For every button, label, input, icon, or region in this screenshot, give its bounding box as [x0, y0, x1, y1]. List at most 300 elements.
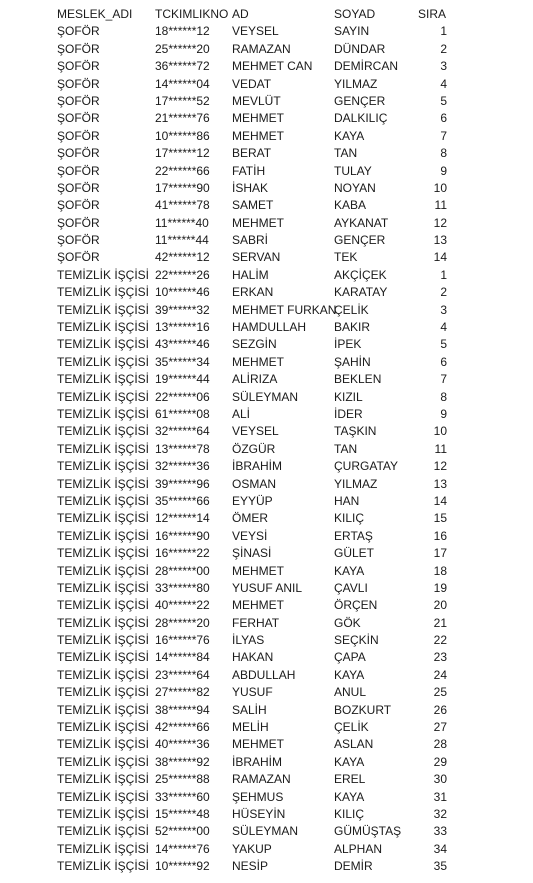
name-cell: İLYAS	[232, 633, 265, 648]
job-cell: ŞOFÖR	[57, 163, 100, 178]
order-cell: 12	[433, 459, 447, 474]
job-cell: TEMİZLİK İŞÇİSİ	[57, 476, 150, 491]
name-cell: RAMAZAN	[232, 772, 291, 787]
surname-cell: ÇURGATAY	[334, 459, 399, 474]
surname-cell: ÇELİK	[334, 302, 369, 317]
order-cell: 27	[433, 720, 447, 735]
table-row	[0, 858, 533, 875]
tc-cell: 10******86	[155, 128, 210, 143]
surname-cell: TULAY	[334, 163, 372, 178]
order-cell: 2	[440, 41, 447, 56]
order-cell: 23	[433, 650, 447, 665]
order-cell: 10	[433, 180, 447, 195]
table-row	[0, 423, 533, 440]
surname-cell: GENÇER	[334, 233, 386, 248]
table-row	[0, 197, 533, 214]
job-cell: TEMİZLİK İŞÇİSİ	[57, 737, 150, 752]
order-cell: 16	[433, 528, 447, 543]
name-cell: SAMET	[232, 198, 274, 213]
order-cell: 24	[433, 667, 447, 682]
name-cell: VEYSEL	[232, 24, 279, 39]
job-cell: TEMİZLİK İŞÇİSİ	[57, 650, 150, 665]
tc-cell: 14******84	[155, 650, 210, 665]
tc-cell: 52******00	[155, 824, 210, 839]
tc-cell: 42******66	[155, 720, 210, 735]
table-row	[0, 441, 533, 458]
table-row	[0, 806, 533, 823]
order-cell: 7	[440, 372, 447, 387]
name-cell: ŞEHMUS	[232, 789, 284, 804]
job-cell: ŞOFÖR	[57, 180, 100, 195]
order-cell: 14	[433, 493, 447, 508]
surname-cell: ASLAN	[334, 737, 374, 752]
tc-cell: 41******78	[155, 198, 210, 213]
table-row	[0, 319, 533, 336]
order-cell: 13	[433, 476, 447, 491]
table-row	[0, 493, 533, 510]
job-cell: ŞOFÖR	[57, 93, 100, 108]
tc-cell: 43******46	[155, 337, 210, 352]
table-row	[0, 510, 533, 527]
name-cell: SEZGİN	[232, 337, 277, 352]
name-cell: İBRAHİM	[232, 459, 283, 474]
order-cell: 33	[433, 824, 447, 839]
job-cell: TEMİZLİK İŞÇİSİ	[57, 720, 150, 735]
surname-cell: GÜLET	[334, 546, 375, 561]
name-cell: VEYSİ	[232, 528, 268, 543]
order-cell: 2	[440, 285, 447, 300]
table-row	[0, 336, 533, 353]
table-row	[0, 841, 533, 858]
surname-cell: SEÇKİN	[334, 633, 379, 648]
surname-cell: ANUL	[334, 685, 367, 700]
table-row	[0, 684, 533, 701]
surname-cell: TAŞKIN	[334, 424, 377, 439]
surname-cell: TAN	[334, 146, 358, 161]
table-body	[0, 23, 533, 875]
table-row	[0, 719, 533, 736]
job-cell: TEMİZLİK İŞÇİSİ	[57, 546, 150, 561]
job-cell: TEMİZLİK İŞÇİSİ	[57, 406, 150, 421]
tc-cell: 32******36	[155, 459, 210, 474]
name-cell: MEHMET	[232, 215, 284, 230]
table-row	[0, 354, 533, 371]
job-cell: ŞOFÖR	[57, 24, 100, 39]
surname-cell: AYKANAT	[334, 215, 389, 230]
order-cell: 17	[433, 546, 447, 561]
name-cell: OSMAN	[232, 476, 277, 491]
surname-cell: ERTAŞ	[334, 528, 373, 543]
name-cell: SÜLEYMAN	[232, 389, 299, 404]
tc-cell: 15******48	[155, 806, 210, 821]
order-cell: 28	[433, 737, 447, 752]
order-cell: 14	[433, 250, 447, 265]
table-row	[0, 528, 533, 545]
tc-cell: 12******14	[155, 511, 210, 526]
table-row	[0, 232, 533, 249]
table-row	[0, 371, 533, 388]
name-cell: VEYSEL	[232, 424, 279, 439]
tc-cell: 40******22	[155, 598, 210, 613]
table-row	[0, 771, 533, 788]
surname-cell: ÇAPA	[334, 650, 366, 665]
job-cell: TEMİZLİK İŞÇİSİ	[57, 806, 150, 821]
order-cell: 18	[433, 563, 447, 578]
tc-cell: 10******92	[155, 859, 210, 874]
order-cell: 10	[433, 424, 447, 439]
name-cell: ŞİNASİ	[232, 546, 272, 561]
header-tc: TCKIMLIKNO	[155, 7, 229, 21]
tc-cell: 32******64	[155, 424, 210, 439]
order-cell: 25	[433, 685, 447, 700]
tc-cell: 40******36	[155, 737, 210, 752]
name-cell: SÜLEYMAN	[232, 824, 299, 839]
tc-cell: 21******76	[155, 111, 210, 126]
job-cell: TEMİZLİK İŞÇİSİ	[57, 389, 150, 404]
tc-cell: 36******72	[155, 59, 210, 74]
order-cell: 35	[433, 859, 447, 874]
surname-cell: ÇELİK	[334, 720, 369, 735]
table-row	[0, 667, 533, 684]
job-cell: TEMİZLİK İŞÇİSİ	[57, 841, 150, 856]
name-cell: MEHMET CAN	[232, 59, 313, 74]
tc-cell: 25******20	[155, 41, 210, 56]
job-cell: TEMİZLİK İŞÇİSİ	[57, 337, 150, 352]
surname-cell: DEMİR	[334, 859, 373, 874]
job-cell: TEMİZLİK İŞÇİSİ	[57, 267, 150, 282]
table-row	[0, 545, 533, 562]
table-row	[0, 128, 533, 145]
table-row	[0, 823, 533, 840]
tc-cell: 42******12	[155, 250, 210, 265]
order-cell: 11	[434, 198, 447, 213]
name-cell: MEHMET FURKAN	[232, 302, 337, 317]
order-cell: 20	[433, 598, 447, 613]
surname-cell: SAYIN	[334, 24, 370, 39]
name-cell: MEHMET	[232, 111, 284, 126]
tc-cell: 14******76	[155, 841, 210, 856]
tc-cell: 39******96	[155, 476, 210, 491]
name-cell: FERHAT	[232, 615, 280, 630]
table-row	[0, 736, 533, 753]
job-cell: TEMİZLİK İŞÇİSİ	[57, 754, 150, 769]
job-cell: ŞOFÖR	[57, 146, 100, 161]
name-cell: MELİH	[232, 720, 269, 735]
table-row	[0, 284, 533, 301]
tc-cell: 17******52	[155, 93, 210, 108]
tc-cell: 16******76	[155, 633, 210, 648]
surname-cell: DALKILIÇ	[334, 111, 388, 126]
job-cell: TEMİZLİK İŞÇİSİ	[57, 772, 150, 787]
job-cell: TEMİZLİK İŞÇİSİ	[57, 859, 150, 874]
order-cell: 1	[440, 267, 447, 282]
tc-cell: 11******40	[155, 215, 209, 230]
name-cell: ALİ	[232, 406, 251, 421]
order-cell: 21	[433, 615, 447, 630]
header-order: SIRA	[418, 7, 447, 21]
job-cell: TEMİZLİK İŞÇİSİ	[57, 493, 150, 508]
tc-cell: 11******44	[155, 233, 209, 248]
tc-cell: 17******12	[155, 146, 210, 161]
table-row	[0, 754, 533, 771]
surname-cell: KAYA	[334, 563, 365, 578]
surname-cell: BAKIR	[334, 320, 371, 335]
table-row	[0, 563, 533, 580]
personnel-list-sheet	[0, 6, 533, 876]
order-cell: 11	[434, 441, 447, 456]
name-cell: MEHMET	[232, 598, 284, 613]
table-row	[0, 406, 533, 423]
tc-cell: 16******22	[155, 546, 210, 561]
job-cell: ŞOFÖR	[57, 59, 100, 74]
order-cell: 4	[440, 76, 447, 91]
job-cell: TEMİZLİK İŞÇİSİ	[57, 441, 150, 456]
name-cell: RAMAZAN	[232, 41, 291, 56]
order-cell: 31	[433, 789, 447, 804]
tc-cell: 28******00	[155, 563, 210, 578]
name-cell: SALİH	[232, 702, 267, 717]
surname-cell: ŞAHİN	[334, 354, 371, 369]
name-cell: HÜSEYİN	[232, 806, 286, 821]
name-cell: SERVAN	[232, 250, 281, 265]
surname-cell: KARATAY	[334, 285, 388, 300]
job-cell: TEMİZLİK İŞÇİSİ	[57, 789, 150, 804]
table-row	[0, 41, 533, 58]
surname-cell: KAYA	[334, 128, 365, 143]
name-cell: MEHMET	[232, 128, 284, 143]
order-cell: 9	[440, 163, 447, 178]
tc-cell: 22******06	[155, 389, 210, 404]
tc-cell: 16******90	[155, 528, 210, 543]
name-cell: EYYÜP	[232, 493, 273, 508]
tc-cell: 38******94	[155, 702, 210, 717]
name-cell: ÖZGÜR	[232, 441, 276, 456]
order-cell: 22	[433, 633, 447, 648]
job-cell: TEMİZLİK İŞÇİSİ	[57, 633, 150, 648]
job-cell: ŞOFÖR	[57, 215, 100, 230]
table-row	[0, 580, 533, 597]
surname-cell: ÇAVLI	[334, 580, 368, 595]
job-cell: ŞOFÖR	[57, 198, 100, 213]
table-row	[0, 58, 533, 75]
name-cell: ERKAN	[232, 285, 274, 300]
job-cell: TEMİZLİK İŞÇİSİ	[57, 424, 150, 439]
surname-cell: İPEK	[334, 337, 362, 352]
job-cell: TEMİZLİK İŞÇİSİ	[57, 285, 150, 300]
table-row	[0, 389, 533, 406]
surname-cell: YILMAZ	[334, 476, 378, 491]
order-cell: 9	[440, 406, 447, 421]
table-row	[0, 93, 533, 110]
tc-cell: 18******12	[155, 24, 210, 39]
surname-cell: DÜNDAR	[334, 41, 386, 56]
job-cell: TEMİZLİK İŞÇİSİ	[57, 459, 150, 474]
name-cell: ÖMER	[232, 511, 268, 526]
table-row	[0, 302, 533, 319]
header-row	[0, 6, 533, 23]
name-cell: MEHMET	[232, 354, 284, 369]
order-cell: 4	[440, 320, 447, 335]
tc-cell: 33******80	[155, 580, 210, 595]
name-cell: MEHMET	[232, 737, 284, 752]
order-cell: 7	[440, 128, 447, 143]
surname-cell: KILIÇ	[334, 511, 365, 526]
order-cell: 29	[433, 754, 447, 769]
table-row	[0, 702, 533, 719]
order-cell: 5	[440, 93, 447, 108]
order-cell: 19	[433, 580, 447, 595]
job-cell: TEMİZLİK İŞÇİSİ	[57, 320, 150, 335]
name-cell: ALİRIZA	[232, 372, 278, 387]
job-cell: ŞOFÖR	[57, 111, 100, 126]
surname-cell: YILMAZ	[334, 76, 378, 91]
job-cell: TEMİZLİK İŞÇİSİ	[57, 354, 150, 369]
job-cell: ŞOFÖR	[57, 250, 100, 265]
header-surname: SOYAD	[334, 7, 376, 21]
order-cell: 8	[440, 389, 447, 404]
order-cell: 32	[433, 806, 447, 821]
job-cell: ŞOFÖR	[57, 128, 100, 143]
table-row	[0, 597, 533, 614]
order-cell: 12	[433, 215, 447, 230]
surname-cell: KAYA	[334, 789, 365, 804]
tc-cell: 28******20	[155, 615, 210, 630]
job-cell: TEMİZLİK İŞÇİSİ	[57, 302, 150, 317]
job-cell: TEMİZLİK İŞÇİSİ	[57, 511, 150, 526]
table-row	[0, 267, 533, 284]
table-row	[0, 163, 533, 180]
job-cell: TEMİZLİK İŞÇİSİ	[57, 615, 150, 630]
job-cell: ŞOFÖR	[57, 233, 100, 248]
tc-cell: 25******88	[155, 772, 210, 787]
table-row	[0, 215, 533, 232]
tc-cell: 35******66	[155, 493, 210, 508]
order-cell: 15	[433, 511, 447, 526]
job-cell: TEMİZLİK İŞÇİSİ	[57, 702, 150, 717]
header-name: AD	[232, 7, 249, 21]
surname-cell: GÜMÜŞTAŞ	[334, 824, 402, 839]
name-cell: SABRİ	[232, 233, 269, 248]
job-cell: TEMİZLİK İŞÇİSİ	[57, 372, 150, 387]
tc-cell: 27******82	[155, 685, 210, 700]
surname-cell: BEKLEN	[334, 372, 382, 387]
name-cell: YAKUP	[232, 841, 272, 856]
job-cell: TEMİZLİK İŞÇİSİ	[57, 824, 150, 839]
table-row	[0, 632, 533, 649]
tc-cell: 19******44	[155, 372, 210, 387]
name-cell: VEDAT	[232, 76, 272, 91]
surname-cell: KILIÇ	[334, 806, 365, 821]
surname-cell: ALPHAN	[334, 841, 383, 856]
table-row	[0, 249, 533, 266]
name-cell: İBRAHİM	[232, 754, 283, 769]
name-cell: MEVLÜT	[232, 93, 281, 108]
surname-cell: HAN	[334, 493, 360, 508]
table-row	[0, 649, 533, 666]
order-cell: 6	[440, 111, 447, 126]
tc-cell: 35******34	[155, 354, 210, 369]
table-row	[0, 76, 533, 93]
surname-cell: İDER	[334, 406, 363, 421]
surname-cell: AKÇİÇEK	[334, 267, 387, 282]
name-cell: İSHAK	[232, 180, 269, 195]
order-cell: 3	[440, 302, 447, 317]
job-cell: TEMİZLİK İŞÇİSİ	[57, 563, 150, 578]
name-cell: HALİM	[232, 267, 269, 282]
job-cell: TEMİZLİK İŞÇİSİ	[57, 685, 150, 700]
surname-cell: DEMİRCAN	[334, 59, 399, 74]
order-cell: 6	[440, 354, 447, 369]
tc-cell: 17******90	[155, 180, 210, 195]
tc-cell: 38******92	[155, 754, 210, 769]
name-cell: MEHMET	[232, 563, 284, 578]
surname-cell: TEK	[334, 250, 358, 265]
tc-cell: 61******08	[155, 406, 210, 421]
table-row	[0, 180, 533, 197]
name-cell: HAKAN	[232, 650, 274, 665]
job-cell: ŞOFÖR	[57, 41, 100, 56]
job-cell: TEMİZLİK İŞÇİSİ	[57, 667, 150, 682]
tc-cell: 23******64	[155, 667, 210, 682]
name-cell: NESİP	[232, 859, 269, 874]
tc-cell: 13******78	[155, 441, 210, 456]
tc-cell: 33******60	[155, 789, 210, 804]
surname-cell: KIZIL	[334, 389, 363, 404]
surname-cell: TAN	[334, 441, 358, 456]
surname-cell: ÖRÇEN	[334, 598, 378, 613]
tc-cell: 22******26	[155, 267, 210, 282]
job-cell: TEMİZLİK İŞÇİSİ	[57, 598, 150, 613]
table-row	[0, 789, 533, 806]
tc-cell: 14******04	[155, 76, 210, 91]
name-cell: BERAT	[232, 146, 272, 161]
surname-cell: BOZKURT	[334, 702, 392, 717]
surname-cell: GÖK	[334, 615, 361, 630]
order-cell: 8	[440, 146, 447, 161]
order-cell: 26	[433, 702, 447, 717]
table-row	[0, 23, 533, 40]
surname-cell: NOYAN	[334, 180, 376, 195]
name-cell: FATİH	[232, 163, 266, 178]
order-cell: 13	[433, 233, 447, 248]
job-cell: TEMİZLİK İŞÇİSİ	[57, 580, 150, 595]
order-cell: 3	[440, 59, 447, 74]
table-row	[0, 476, 533, 493]
table-row	[0, 615, 533, 632]
name-cell: YUSUF	[232, 685, 273, 700]
name-cell: ABDULLAH	[232, 667, 296, 682]
tc-cell: 39******32	[155, 302, 210, 317]
table-row	[0, 458, 533, 475]
surname-cell: GENÇER	[334, 93, 386, 108]
order-cell: 30	[433, 772, 447, 787]
surname-cell: EREL	[334, 772, 366, 787]
job-cell: TEMİZLİK İŞÇİSİ	[57, 528, 150, 543]
header-job: MESLEK_ADI	[57, 7, 133, 21]
surname-cell: KABA	[334, 198, 367, 213]
order-cell: 34	[433, 841, 447, 856]
order-cell: 5	[440, 337, 447, 352]
tc-cell: 10******46	[155, 285, 210, 300]
tc-cell: 13******16	[155, 320, 210, 335]
table-row	[0, 145, 533, 162]
name-cell: YUSUF ANIL	[232, 580, 303, 595]
tc-cell: 22******66	[155, 163, 210, 178]
surname-cell: KAYA	[334, 667, 365, 682]
order-cell: 1	[440, 24, 447, 39]
name-cell: HAMDULLAH	[232, 320, 307, 335]
surname-cell: KAYA	[334, 754, 365, 769]
